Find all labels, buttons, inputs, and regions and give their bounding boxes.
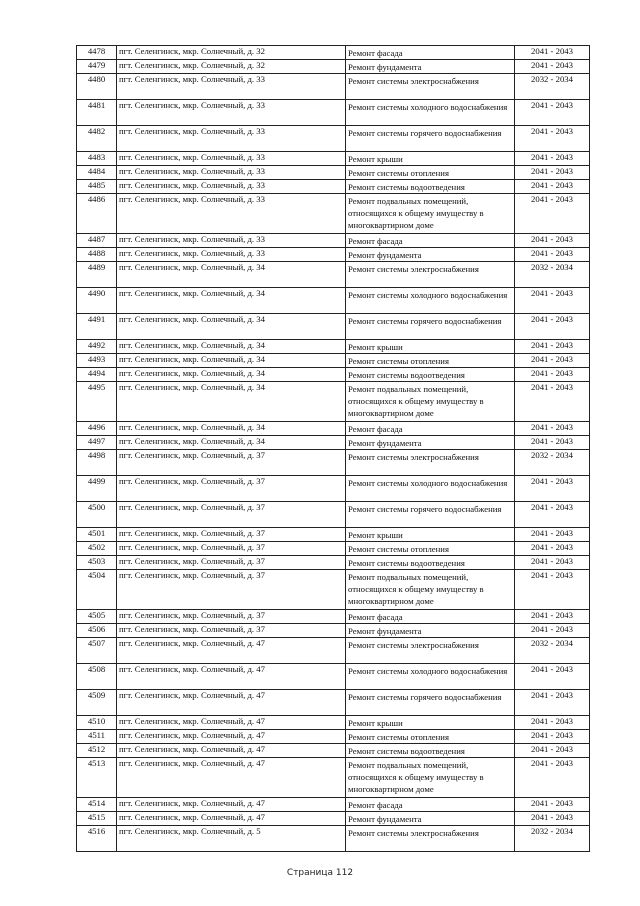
- row-period: 2041 - 2043: [515, 502, 590, 528]
- table-row: [77, 690, 590, 716]
- row-number: 4480: [77, 74, 117, 100]
- row-number: 4491: [77, 314, 117, 340]
- page-number: Страница 112: [286, 868, 354, 878]
- table-row: [77, 664, 590, 690]
- row-address: пгт. Селенгинск, мкр. Солнечный, д. 37: [117, 528, 346, 542]
- row-address: пгт. Селенгинск, мкр. Солнечный, д. 47: [117, 638, 346, 664]
- row-period: 2032 - 2034: [515, 262, 590, 288]
- table-row: [77, 542, 590, 556]
- row-work-type: [346, 194, 515, 234]
- row-address: пгт. Селенгинск, мкр. Солнечный, д. 34: [117, 354, 346, 368]
- row-period: 2041 - 2043: [515, 340, 590, 354]
- work-text: Ремонт крыши: [348, 342, 403, 352]
- work-text: Ремонт фасада: [348, 800, 403, 810]
- work-text: Ремонт подвальных помещений, относящихся к общему имуществу в многоквартирном доме: [348, 572, 484, 606]
- row-work-type: [346, 664, 515, 690]
- work-text: Ремонт фасада: [348, 236, 403, 246]
- row-period: 2032 - 2034: [515, 638, 590, 664]
- work-text: Ремонт фундамента: [348, 814, 422, 824]
- row-address: пгт. Селенгинск, мкр. Солнечный, д. 37: [117, 450, 346, 476]
- row-address: пгт. Селенгинск, мкр. Солнечный, д. 33: [117, 248, 346, 262]
- row-work-type: [346, 368, 515, 382]
- row-number: 4514: [77, 798, 117, 812]
- row-address: пгт. Селенгинск, мкр. Солнечный, д. 47: [117, 690, 346, 716]
- table-row: [77, 234, 590, 248]
- row-address: пгт. Селенгинск, мкр. Солнечный, д. 37: [117, 476, 346, 502]
- row-address: пгт. Селенгинск, мкр. Солнечный, д. 37: [117, 624, 346, 638]
- work-text: Ремонт системы отопления: [348, 544, 449, 554]
- row-address: пгт. Селенгинск, мкр. Солнечный, д. 37: [117, 610, 346, 624]
- row-work-type: [346, 340, 515, 354]
- row-number: 4492: [77, 340, 117, 354]
- table-row: [77, 354, 590, 368]
- row-work-type: [346, 570, 515, 610]
- table-row: [77, 382, 590, 422]
- repair-schedule-table: [76, 45, 590, 852]
- work-text: Ремонт крыши: [348, 154, 403, 164]
- work-text: Ремонт фасада: [348, 612, 403, 622]
- table-row: [77, 288, 590, 314]
- row-number: 4494: [77, 368, 117, 382]
- row-work-type: [346, 528, 515, 542]
- row-address: пгт. Селенгинск, мкр. Солнечный, д. 34: [117, 382, 346, 422]
- work-text: Ремонт фундамента: [348, 62, 422, 72]
- table-row: [77, 180, 590, 194]
- table-row: [77, 248, 590, 262]
- row-work-type: [346, 476, 515, 502]
- row-period: 2041 - 2043: [515, 166, 590, 180]
- work-text: Ремонт системы холодного водоснабжения: [348, 666, 508, 676]
- row-number: 4516: [77, 826, 117, 852]
- row-address: пгт. Селенгинск, мкр. Солнечный, д. 47: [117, 744, 346, 758]
- row-address: пгт. Селенгинск, мкр. Солнечный, д. 47: [117, 664, 346, 690]
- row-work-type: [346, 450, 515, 476]
- row-number: 4510: [77, 716, 117, 730]
- work-text: Ремонт системы электроснабжения: [348, 640, 479, 650]
- row-work-type: [346, 744, 515, 758]
- work-text: Ремонт фасада: [348, 48, 403, 58]
- work-text: Ремонт системы холодного водоснабжения: [348, 478, 508, 488]
- row-number: 4493: [77, 354, 117, 368]
- row-number: 4503: [77, 556, 117, 570]
- table-row: [77, 314, 590, 340]
- row-work-type: [346, 758, 515, 798]
- row-period: 2041 - 2043: [515, 248, 590, 262]
- table-row: [77, 798, 590, 812]
- row-number: 4483: [77, 152, 117, 166]
- work-text: Ремонт системы отопления: [348, 168, 449, 178]
- row-period: 2032 - 2034: [515, 450, 590, 476]
- row-address: пгт. Селенгинск, мкр. Солнечный, д. 34: [117, 288, 346, 314]
- row-period: 2041 - 2043: [515, 798, 590, 812]
- row-period: 2041 - 2043: [515, 476, 590, 502]
- row-number: 4498: [77, 450, 117, 476]
- table-row: [77, 436, 590, 450]
- row-work-type: [346, 314, 515, 340]
- row-address: пгт. Селенгинск, мкр. Солнечный, д. 34: [117, 262, 346, 288]
- table-row: [77, 758, 590, 798]
- row-address: пгт. Селенгинск, мкр. Солнечный, д. 34: [117, 422, 346, 436]
- work-text: Ремонт системы водоотведения: [348, 558, 465, 568]
- row-address: пгт. Селенгинск, мкр. Солнечный, д. 34: [117, 368, 346, 382]
- row-period: 2041 - 2043: [515, 354, 590, 368]
- table-row: [77, 46, 590, 60]
- row-number: 4512: [77, 744, 117, 758]
- work-text: Ремонт системы электроснабжения: [348, 828, 479, 838]
- row-work-type: [346, 152, 515, 166]
- row-address: пгт. Селенгинск, мкр. Солнечный, д. 33: [117, 234, 346, 248]
- row-address: пгт. Селенгинск, мкр. Солнечный, д. 32: [117, 60, 346, 74]
- row-period: 2041 - 2043: [515, 314, 590, 340]
- table-row: [77, 556, 590, 570]
- work-text: Ремонт системы электроснабжения: [348, 76, 479, 86]
- row-number: 4499: [77, 476, 117, 502]
- row-period: 2041 - 2043: [515, 664, 590, 690]
- work-text: Ремонт подвальных помещений, относящихся к общему имуществу в многоквартирном доме: [348, 760, 484, 794]
- row-period: 2041 - 2043: [515, 368, 590, 382]
- table-row: [77, 100, 590, 126]
- row-work-type: [346, 234, 515, 248]
- table-row: [77, 152, 590, 166]
- row-number: 4504: [77, 570, 117, 610]
- table-row: [77, 262, 590, 288]
- row-address: пгт. Селенгинск, мкр. Солнечный, д. 37: [117, 542, 346, 556]
- work-text: Ремонт фундамента: [348, 438, 422, 448]
- row-number: 4515: [77, 812, 117, 826]
- row-number: 4507: [77, 638, 117, 664]
- work-text: Ремонт системы холодного водоснабжения: [348, 102, 508, 112]
- row-number: 4478: [77, 46, 117, 60]
- work-text: Ремонт системы водоотведения: [348, 370, 465, 380]
- table-row: [77, 126, 590, 152]
- row-address: пгт. Селенгинск, мкр. Солнечный, д. 33: [117, 152, 346, 166]
- row-work-type: [346, 436, 515, 450]
- row-period: 2041 - 2043: [515, 46, 590, 60]
- work-text: Ремонт системы горячего водоснабжения: [348, 128, 502, 138]
- row-period: 2041 - 2043: [515, 744, 590, 758]
- table-row: [77, 610, 590, 624]
- table-row: [77, 812, 590, 826]
- row-number: 4485: [77, 180, 117, 194]
- work-text: Ремонт системы электроснабжения: [348, 264, 479, 274]
- row-period: 2041 - 2043: [515, 100, 590, 126]
- row-address: пгт. Селенгинск, мкр. Солнечный, д. 47: [117, 798, 346, 812]
- row-work-type: [346, 180, 515, 194]
- row-number: 4511: [77, 730, 117, 744]
- row-period: 2041 - 2043: [515, 288, 590, 314]
- row-address: пгт. Селенгинск, мкр. Солнечный, д. 47: [117, 716, 346, 730]
- table-row: [77, 570, 590, 610]
- row-period: 2041 - 2043: [515, 436, 590, 450]
- row-work-type: [346, 730, 515, 744]
- row-address: пгт. Селенгинск, мкр. Солнечный, д. 37: [117, 556, 346, 570]
- row-work-type: [346, 542, 515, 556]
- row-number: 4481: [77, 100, 117, 126]
- table-row: [77, 716, 590, 730]
- table-row: [77, 166, 590, 180]
- table-body: [77, 46, 590, 852]
- work-text: Ремонт системы горячего водоснабжения: [348, 504, 502, 514]
- row-period: 2041 - 2043: [515, 758, 590, 798]
- row-number: 4479: [77, 60, 117, 74]
- row-period: 2041 - 2043: [515, 528, 590, 542]
- table-row: [77, 340, 590, 354]
- row-number: 4495: [77, 382, 117, 422]
- row-number: 4502: [77, 542, 117, 556]
- table-row: [77, 368, 590, 382]
- row-period: 2041 - 2043: [515, 422, 590, 436]
- work-text: Ремонт системы отопления: [348, 732, 449, 742]
- row-number: 4497: [77, 436, 117, 450]
- row-work-type: [346, 502, 515, 528]
- row-period: 2041 - 2043: [515, 180, 590, 194]
- row-work-type: [346, 716, 515, 730]
- row-address: пгт. Селенгинск, мкр. Солнечный, д. 47: [117, 730, 346, 744]
- row-address: пгт. Селенгинск, мкр. Солнечный, д. 33: [117, 166, 346, 180]
- row-period: 2041 - 2043: [515, 542, 590, 556]
- row-period: 2041 - 2043: [515, 570, 590, 610]
- table-row: [77, 476, 590, 502]
- table-row: [77, 450, 590, 476]
- work-text: Ремонт фундамента: [348, 250, 422, 260]
- table-row: [77, 730, 590, 744]
- row-work-type: [346, 166, 515, 180]
- table-row: [77, 826, 590, 852]
- row-work-type: [346, 638, 515, 664]
- row-work-type: [346, 556, 515, 570]
- row-period: 2041 - 2043: [515, 152, 590, 166]
- row-work-type: [346, 826, 515, 852]
- row-address: пгт. Селенгинск, мкр. Солнечный, д. 33: [117, 180, 346, 194]
- row-work-type: [346, 798, 515, 812]
- table-row: [77, 422, 590, 436]
- row-address: пгт. Селенгинск, мкр. Солнечный, д. 34: [117, 340, 346, 354]
- table-row: [77, 60, 590, 74]
- table-row: [77, 744, 590, 758]
- row-number: 4489: [77, 262, 117, 288]
- row-work-type: [346, 354, 515, 368]
- row-address: пгт. Селенгинск, мкр. Солнечный, д. 34: [117, 314, 346, 340]
- work-text: Ремонт системы холодного водоснабжения: [348, 290, 508, 300]
- row-address: пгт. Селенгинск, мкр. Солнечный, д. 5: [117, 826, 346, 852]
- row-number: 4506: [77, 624, 117, 638]
- row-number: 4501: [77, 528, 117, 542]
- row-address: пгт. Селенгинск, мкр. Солнечный, д. 33: [117, 74, 346, 100]
- work-text: Ремонт системы горячего водоснабжения: [348, 316, 502, 326]
- row-number: 4482: [77, 126, 117, 152]
- row-work-type: [346, 100, 515, 126]
- work-text: Ремонт системы электроснабжения: [348, 452, 479, 462]
- row-address: пгт. Селенгинск, мкр. Солнечный, д. 47: [117, 812, 346, 826]
- row-number: 4508: [77, 664, 117, 690]
- row-work-type: [346, 288, 515, 314]
- row-address: пгт. Селенгинск, мкр. Солнечный, д. 33: [117, 126, 346, 152]
- row-period: 2041 - 2043: [515, 126, 590, 152]
- row-number: 4505: [77, 610, 117, 624]
- row-period: 2041 - 2043: [515, 382, 590, 422]
- row-number: 4513: [77, 758, 117, 798]
- row-period: 2032 - 2034: [515, 74, 590, 100]
- row-number: 4486: [77, 194, 117, 234]
- row-work-type: [346, 382, 515, 422]
- row-work-type: [346, 422, 515, 436]
- table-row: [77, 528, 590, 542]
- row-work-type: [346, 812, 515, 826]
- work-text: Ремонт системы горячего водоснабжения: [348, 692, 502, 702]
- row-address: пгт. Селенгинск, мкр. Солнечный, д. 37: [117, 502, 346, 528]
- work-text: Ремонт фундамента: [348, 626, 422, 636]
- row-number: 4490: [77, 288, 117, 314]
- work-text: Ремонт подвальных помещений, относящихся к общему имуществу в многоквартирном доме: [348, 384, 484, 418]
- table-row: [77, 624, 590, 638]
- work-text: Ремонт подвальных помещений, относящихся к общему имуществу в многоквартирном доме: [348, 196, 484, 230]
- table-row: [77, 74, 590, 100]
- row-period: 2041 - 2043: [515, 716, 590, 730]
- row-work-type: [346, 60, 515, 74]
- table-row: [77, 194, 590, 234]
- row-period: 2041 - 2043: [515, 812, 590, 826]
- work-text: Ремонт системы отопления: [348, 356, 449, 366]
- row-number: 4488: [77, 248, 117, 262]
- row-address: пгт. Селенгинск, мкр. Солнечный, д. 47: [117, 758, 346, 798]
- work-text: Ремонт системы водоотведения: [348, 746, 465, 756]
- table-row: [77, 502, 590, 528]
- work-text: Ремонт системы водоотведения: [348, 182, 465, 192]
- row-work-type: [346, 690, 515, 716]
- row-number: 4484: [77, 166, 117, 180]
- row-work-type: [346, 262, 515, 288]
- row-number: 4487: [77, 234, 117, 248]
- row-work-type: [346, 248, 515, 262]
- work-text: Ремонт крыши: [348, 718, 403, 728]
- row-period: 2041 - 2043: [515, 690, 590, 716]
- work-text: Ремонт крыши: [348, 530, 403, 540]
- row-number: 4496: [77, 422, 117, 436]
- row-address: пгт. Селенгинск, мкр. Солнечный, д. 32: [117, 46, 346, 60]
- row-address: пгт. Селенгинск, мкр. Солнечный, д. 33: [117, 194, 346, 234]
- row-period: 2041 - 2043: [515, 730, 590, 744]
- row-number: 4500: [77, 502, 117, 528]
- row-period: 2041 - 2043: [515, 234, 590, 248]
- row-period: 2041 - 2043: [515, 624, 590, 638]
- row-period: 2032 - 2034: [515, 826, 590, 852]
- row-period: 2041 - 2043: [515, 194, 590, 234]
- table-row: [77, 638, 590, 664]
- work-text: Ремонт фасада: [348, 424, 403, 434]
- row-period: 2041 - 2043: [515, 60, 590, 74]
- row-work-type: [346, 624, 515, 638]
- row-period: 2041 - 2043: [515, 556, 590, 570]
- row-work-type: [346, 610, 515, 624]
- row-address: пгт. Селенгинск, мкр. Солнечный, д. 33: [117, 100, 346, 126]
- row-work-type: [346, 126, 515, 152]
- row-work-type: [346, 46, 515, 60]
- page-footer: [0, 868, 640, 878]
- row-period: 2041 - 2043: [515, 610, 590, 624]
- row-number: 4509: [77, 690, 117, 716]
- row-address: пгт. Селенгинск, мкр. Солнечный, д. 34: [117, 436, 346, 450]
- row-address: пгт. Селенгинск, мкр. Солнечный, д. 37: [117, 570, 346, 610]
- row-work-type: [346, 74, 515, 100]
